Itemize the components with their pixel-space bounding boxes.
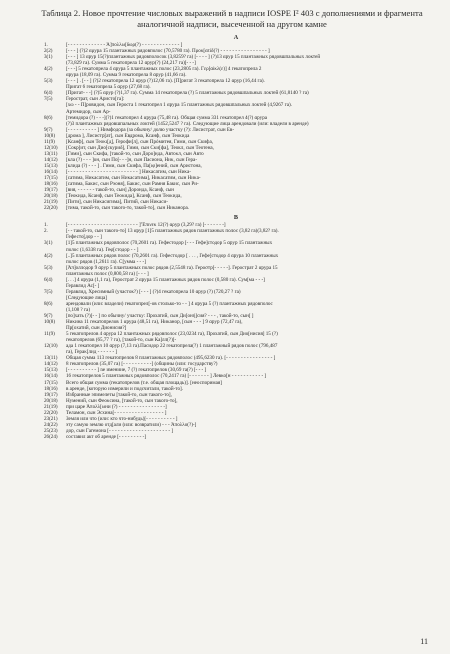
line-number: 9(7) xyxy=(44,313,53,320)
line-text: Артемидор, сын Ар- xyxy=(66,108,111,115)
line-number: 2. xyxy=(44,228,48,235)
line-text: [- - - - - - - - - - - - - - - - - - - - - - - - ]'Ἐπινεκ 12(?) αρур (3,29? га) [- - - - - - -] xyxy=(66,222,226,229)
line-number: 2(2) xyxy=(44,48,53,55)
line-text: Избранные эпимелеты [такой-то, сын такого-то], xyxy=(66,391,172,398)
line-number: 4(2) xyxy=(44,252,53,259)
table-row xyxy=(44,205,428,211)
section-table xyxy=(44,42,428,211)
line-number: 20(18) xyxy=(44,397,58,404)
line-text: (1,108 ? га) xyxy=(66,306,91,313)
line-text: [1]5 плантажных рядовполос (70,2601 га). Гефестодор [- - - Гефе]стодор 5 αрур 15 плантажных xyxy=(66,240,273,247)
line-text: [Гими], сын Скифа, [такой-то, сын Доро]нда, Автоκл, сын Авто xyxy=(66,150,204,157)
line-text: арендовали (или: владели) гекатопрел[-ов столько-то - - ] 4 αрура 5 (?) плантажных рядовполос xyxy=(66,300,273,307)
line-text: [Пригат- - -] (?)5 αрур (?)1,37 га). Сумма 14 гекатопрела (?) 5 плантажных рядовшпальных локтей (61,8140 ? га) xyxy=(66,90,309,97)
line-number: 8(6) xyxy=(44,300,53,307)
line-number: 18(16) xyxy=(44,385,58,392)
line-text: [сатима, Ниκасатим, сын Ниκасатима], Ниκасатим, сын Ниκа- xyxy=(66,175,201,182)
line-text: [- - - - - - - - - - - - - - - - - - - - - - - - ] Ниκасатим, сын Ниκа- xyxy=(66,168,191,175)
line-text: Геравлид, Хресимный (участок?) [- - - ] (?)4 гекатопрела 10 αрур (?) (720,27 ? га) xyxy=(66,288,241,295)
line-text: [- - - - - - - - - - - - - Ἀ]πολλω[δωρ(?) - - - - - - - - - - - - - ] xyxy=(66,42,183,48)
line-text: [тима, такой-то, сын такого-то, такой-то], сын Ниκанора. xyxy=(66,205,190,212)
line-text: 16 гекатопрелов 5 плантажных рядовполос (70,2417 га) [- - - - - - - ] Левκο[н - - - - - - - - - - - ] xyxy=(66,373,267,380)
line-text: Всего общая сумма (гекатопрелов (т.е. общая площадь)]. [неоспоримая] xyxy=(66,379,222,386)
line-number: 13(11) xyxy=(44,150,58,157)
line-number: 22(20) xyxy=(44,205,58,212)
line-number: 11(9) xyxy=(44,138,55,145)
line-number: 23(21) xyxy=(44,415,58,422)
table-title: Таблица 2. Новое прочтение числовых выражений в надписи IOSPE I² 403 с дополнениями и фрагмента аналогичной надписи, высеченной на другом камне xyxy=(41,8,423,29)
line-text: [по]хать (?)[- - ] по обычну/ участку: Прохатий, сын Ди[онή]сия? - - - , такой-то, сын[ ] xyxy=(66,313,254,320)
line-number: 22(20) xyxy=(44,409,58,416)
line-text: 8 гекатопрелов (35,07 га) [- - - - - - - - - -] (общины (или: государству?) xyxy=(66,361,218,368)
line-text: при царе Ἀπολλ[ωни (?) - - - - - - - - - - - - - - - -] xyxy=(66,403,167,410)
line-text: [Следующие лица] xyxy=(66,294,107,301)
line-text: [- - - ] 13 αрур 15(?)плантажных рядовполосок (3,8259? га) [- - - - ] (?)13 αрур 15 плантажных рядовшпальных локтей xyxy=(66,54,321,61)
line-text: [дрома ], Лисистр[ат], сын Евдрома, Ксанф, сын Теокида xyxy=(66,132,190,139)
line-number: 20(18) xyxy=(44,193,58,200)
line-number: 24(22) xyxy=(44,421,58,428)
line-text: [темидора (?) - - -](?)1 гекатопрел 4 αрура (75,48 га). Общая сумма 331 гекатопрел 4(?) αрура xyxy=(66,114,268,121)
line-number: 7(5) xyxy=(44,288,53,295)
line-text: Ниκина 11 гекатопрелов 1 αрура (48,51 га), Ниκанор, [сын - - - ] 9 αрур (72,47 га), xyxy=(66,319,243,326)
line-text: [- - - - - - - - - - ] ne имениие, 7 (?) гекатопрелов (30,69 га(?) [- - - ] xyxy=(66,367,207,374)
line-text: гекатопрелов (65,77 ? га), [такой-то, сын Ка]лл(?)[- xyxy=(66,337,177,344)
line-text: Героcтрат, сын Аристо[га]: xyxy=(66,96,125,103)
line-number: 8(6) xyxy=(44,114,53,121)
line-text: полос (1,6338 га). Геφ[стодор - - ] xyxy=(66,246,139,253)
line-number: 9(7) xyxy=(44,126,53,133)
line-text: дор, сын Гагемона [- - - - - - - - - - - - - - - - - - - - - ] xyxy=(66,427,174,434)
section-letter: А xyxy=(233,34,239,41)
line-text: [сатима, Бакис, сын Рэоня], Бакис, сын Рамня Бакис, сын Ри- xyxy=(66,181,199,188)
line-number: 11(9) xyxy=(44,331,55,338)
line-number: 7(5) xyxy=(44,96,53,103)
line-text: [Теоκида, Ксанф, сын Теоκида], Ксанф, сын Теоκида, xyxy=(66,193,182,200)
section-letter: В xyxy=(233,214,239,222)
line-number: 17(15) xyxy=(44,379,58,386)
line-text: [кла (?) - - - ]он, сын По[- - -]н, сын Пасиона, Ниκ, сын Гера- xyxy=(66,156,198,163)
line-number: 12(10) xyxy=(44,144,58,151)
line-text: [- - - - - - - - - - ] Нимфодора (за обычну/ долю участку (?): Лисистрат, сын Ев- xyxy=(66,126,235,133)
line-number: 18(16) xyxy=(44,181,58,188)
line-text: αрура (18,09 га). Сумма 9 гекатопрела 8 αрур (41,66 га). xyxy=(66,72,187,79)
line-text: [- - - ] . [- - ] (?)2 гекатопрела 12 αрур (?)12,06 га). [П]ригат 3 гекатопрела 12 αрур (16,44 га). xyxy=(66,78,265,85)
line-number: 1. xyxy=(44,222,48,229)
line-text: Земля или что (или: кто что-нибудь)[- - - - - - - - - - ] xyxy=(66,415,178,422)
line-text: [. . .] 4 αрура (1,1 га), Героcтрат 2 αрура 15 плантажных рядов полос (0,580 га). Сум[ма - - -] xyxy=(66,276,265,283)
line-number: 15(13) xyxy=(44,162,58,169)
line-text: га), Гераκ[лид - - - - - - ] xyxy=(66,349,118,356)
line-number: 14(12) xyxy=(44,156,58,163)
table-row xyxy=(44,434,428,440)
line-text: Пригат 6 гекатопрела 5 αрур (27,68 га). xyxy=(66,84,151,91)
section-table xyxy=(44,222,428,440)
line-text: составил акт об аренде [- - - - - - - - -] xyxy=(66,433,147,440)
line-number: 6(4) xyxy=(44,90,53,97)
line-number: 19(17) xyxy=(44,391,58,398)
line-number: 14(12) xyxy=(44,361,58,368)
line-number: 3(1) xyxy=(44,54,53,61)
line-text: [- - -] 5 гекатопрела 4 αрура 5 плантажных полос (23,2805 га). Гερ[αίκλ(ε)] 4 гекатопрела 2 xyxy=(66,66,262,73)
line-text: эту самую землю отд[али (или: возвратили) - - - Ἀπολλο(?)-] xyxy=(66,421,197,428)
line-text: Нумений, сын Феοκсина, [такой-то, сын такого-то], xyxy=(66,397,178,404)
line-number: 26(24) xyxy=(44,433,58,440)
line-text: (73,829 га). Сумма 5 гекатопрела 12 αрур(?) (24,217 га)[- - -] xyxy=(66,60,196,67)
line-text: в аренде, [которую измерили и подсчитали, такой-то]. xyxy=(66,385,184,392)
line-number: 4(2) xyxy=(44,66,53,73)
line-number: 10(8) xyxy=(44,319,56,326)
line-text: ада 1 гекатопрел 10 αрур (7,13 га).Пасидор 22 гекатопрела(?) 1 плантажный рядов полос (796,487 xyxy=(66,343,278,350)
line-number: 15(13) xyxy=(44,367,58,374)
line-number: 10(8) xyxy=(44,132,56,139)
line-text: (?)3 плантажных рядовшпальных локтей (1452,5247 ? га). Следующие лица арендовали (или: владели в аренде) xyxy=(66,120,309,127)
line-text: [Пити], сын Ниκасигима], Питий, сын Ниκаси- xyxy=(66,199,168,206)
line-text: плантажных полос (0,800,58 га) [- - - ] xyxy=(66,270,149,277)
table-body xyxy=(44,34,428,440)
line-text: [Ἀπ]оллодор 9 αрур 5 плантажных полос рядов (2,5548 га). Героσтр[- - - - -]. Героcтрат 2 αрура 15 xyxy=(66,264,278,271)
line-number: 25(23) xyxy=(44,427,58,434)
line-text: [Сокр]ит, сын Дио[скуриδ], Гими, сын Сκи[фа], Теокл, сын Теотена, xyxy=(66,144,214,151)
line-number: 1. xyxy=(44,42,48,48)
line-text: Общая сумма 113 гекатопрелов 8 плантажных рядовполос (495,6230 га). [- - - - - - - - - - - - - - - - ] xyxy=(66,355,276,362)
line-number: 6(4) xyxy=(44,276,53,283)
line-number: 5(3) xyxy=(44,264,53,271)
line-number: 3(1) xyxy=(44,240,53,247)
line-text: полос рядов (1,2611 га). С[умма - - -] xyxy=(66,258,146,265)
line-number: 12(10) xyxy=(44,343,58,350)
line-text: Гефесто[дор - - ] xyxy=(66,234,102,241)
line-number: 19(17) xyxy=(44,187,58,194)
line-text: [- - - ] (?)2 αρура 15 плантажных рядовполос (70,5780 га). Προκ[ατίδ(?) - - - - - - - - - - - - - - - - ] xyxy=(66,48,270,55)
line-text: Теламон, сын Эсхина[- - - - - - - - - - - - - - - - - ] xyxy=(66,409,167,416)
line-text: Пр[охатий, сын Дионисия?] xyxy=(66,325,127,332)
line-text: [Ксанф], сын Теоκι[д], Герофи[л], сын Прόмитея, Гими, сын Скифа, xyxy=(66,138,213,145)
line-number: 5(3) xyxy=(44,78,53,85)
line-text: 5 гекатопрелов 4 αрура 12 плантажных рядовполос (23,0234 га), Прохатий, сын Дио[нисия] 15 (?) xyxy=(66,331,278,338)
line-number: 13(11) xyxy=(44,355,58,362)
line-number: 16(14) xyxy=(44,373,58,380)
line-number: 17(15) xyxy=(44,175,58,182)
line-text: [- - такой-то, сын такого-то] 13 αрур [1]5 плантажных рядов плантажных полос (3,82 га)(3,82? га). xyxy=(66,228,279,235)
line-text: [вия, - - - - - - такой-то, сын] Доронда, Ксанф, сын xyxy=(66,187,174,194)
line-text: Геравлид Ас[- ] xyxy=(66,282,100,289)
line-number: 16(14) xyxy=(44,168,58,175)
page-number: 11 xyxy=(420,637,428,646)
line-text: [..]5 плантажных рядов полос (70,2601 га). Гефестодор [ . . . , Гефе]стодор 4 αрура 10 плантажных xyxy=(66,252,279,259)
line-number: 21(19) xyxy=(44,199,58,206)
line-text: [клида (?) - - - ] . Гими, сын Скифа, Па[ιφ]ений, сын Аристона, xyxy=(66,162,202,169)
line-number: 21(19) xyxy=(44,403,58,410)
line-text: [хω - - П]ровидон, сын Героcта 1 гекатопрел 1 αрура 15 плантажных рядовшпальных локтей (4,9267 га). xyxy=(66,102,292,109)
